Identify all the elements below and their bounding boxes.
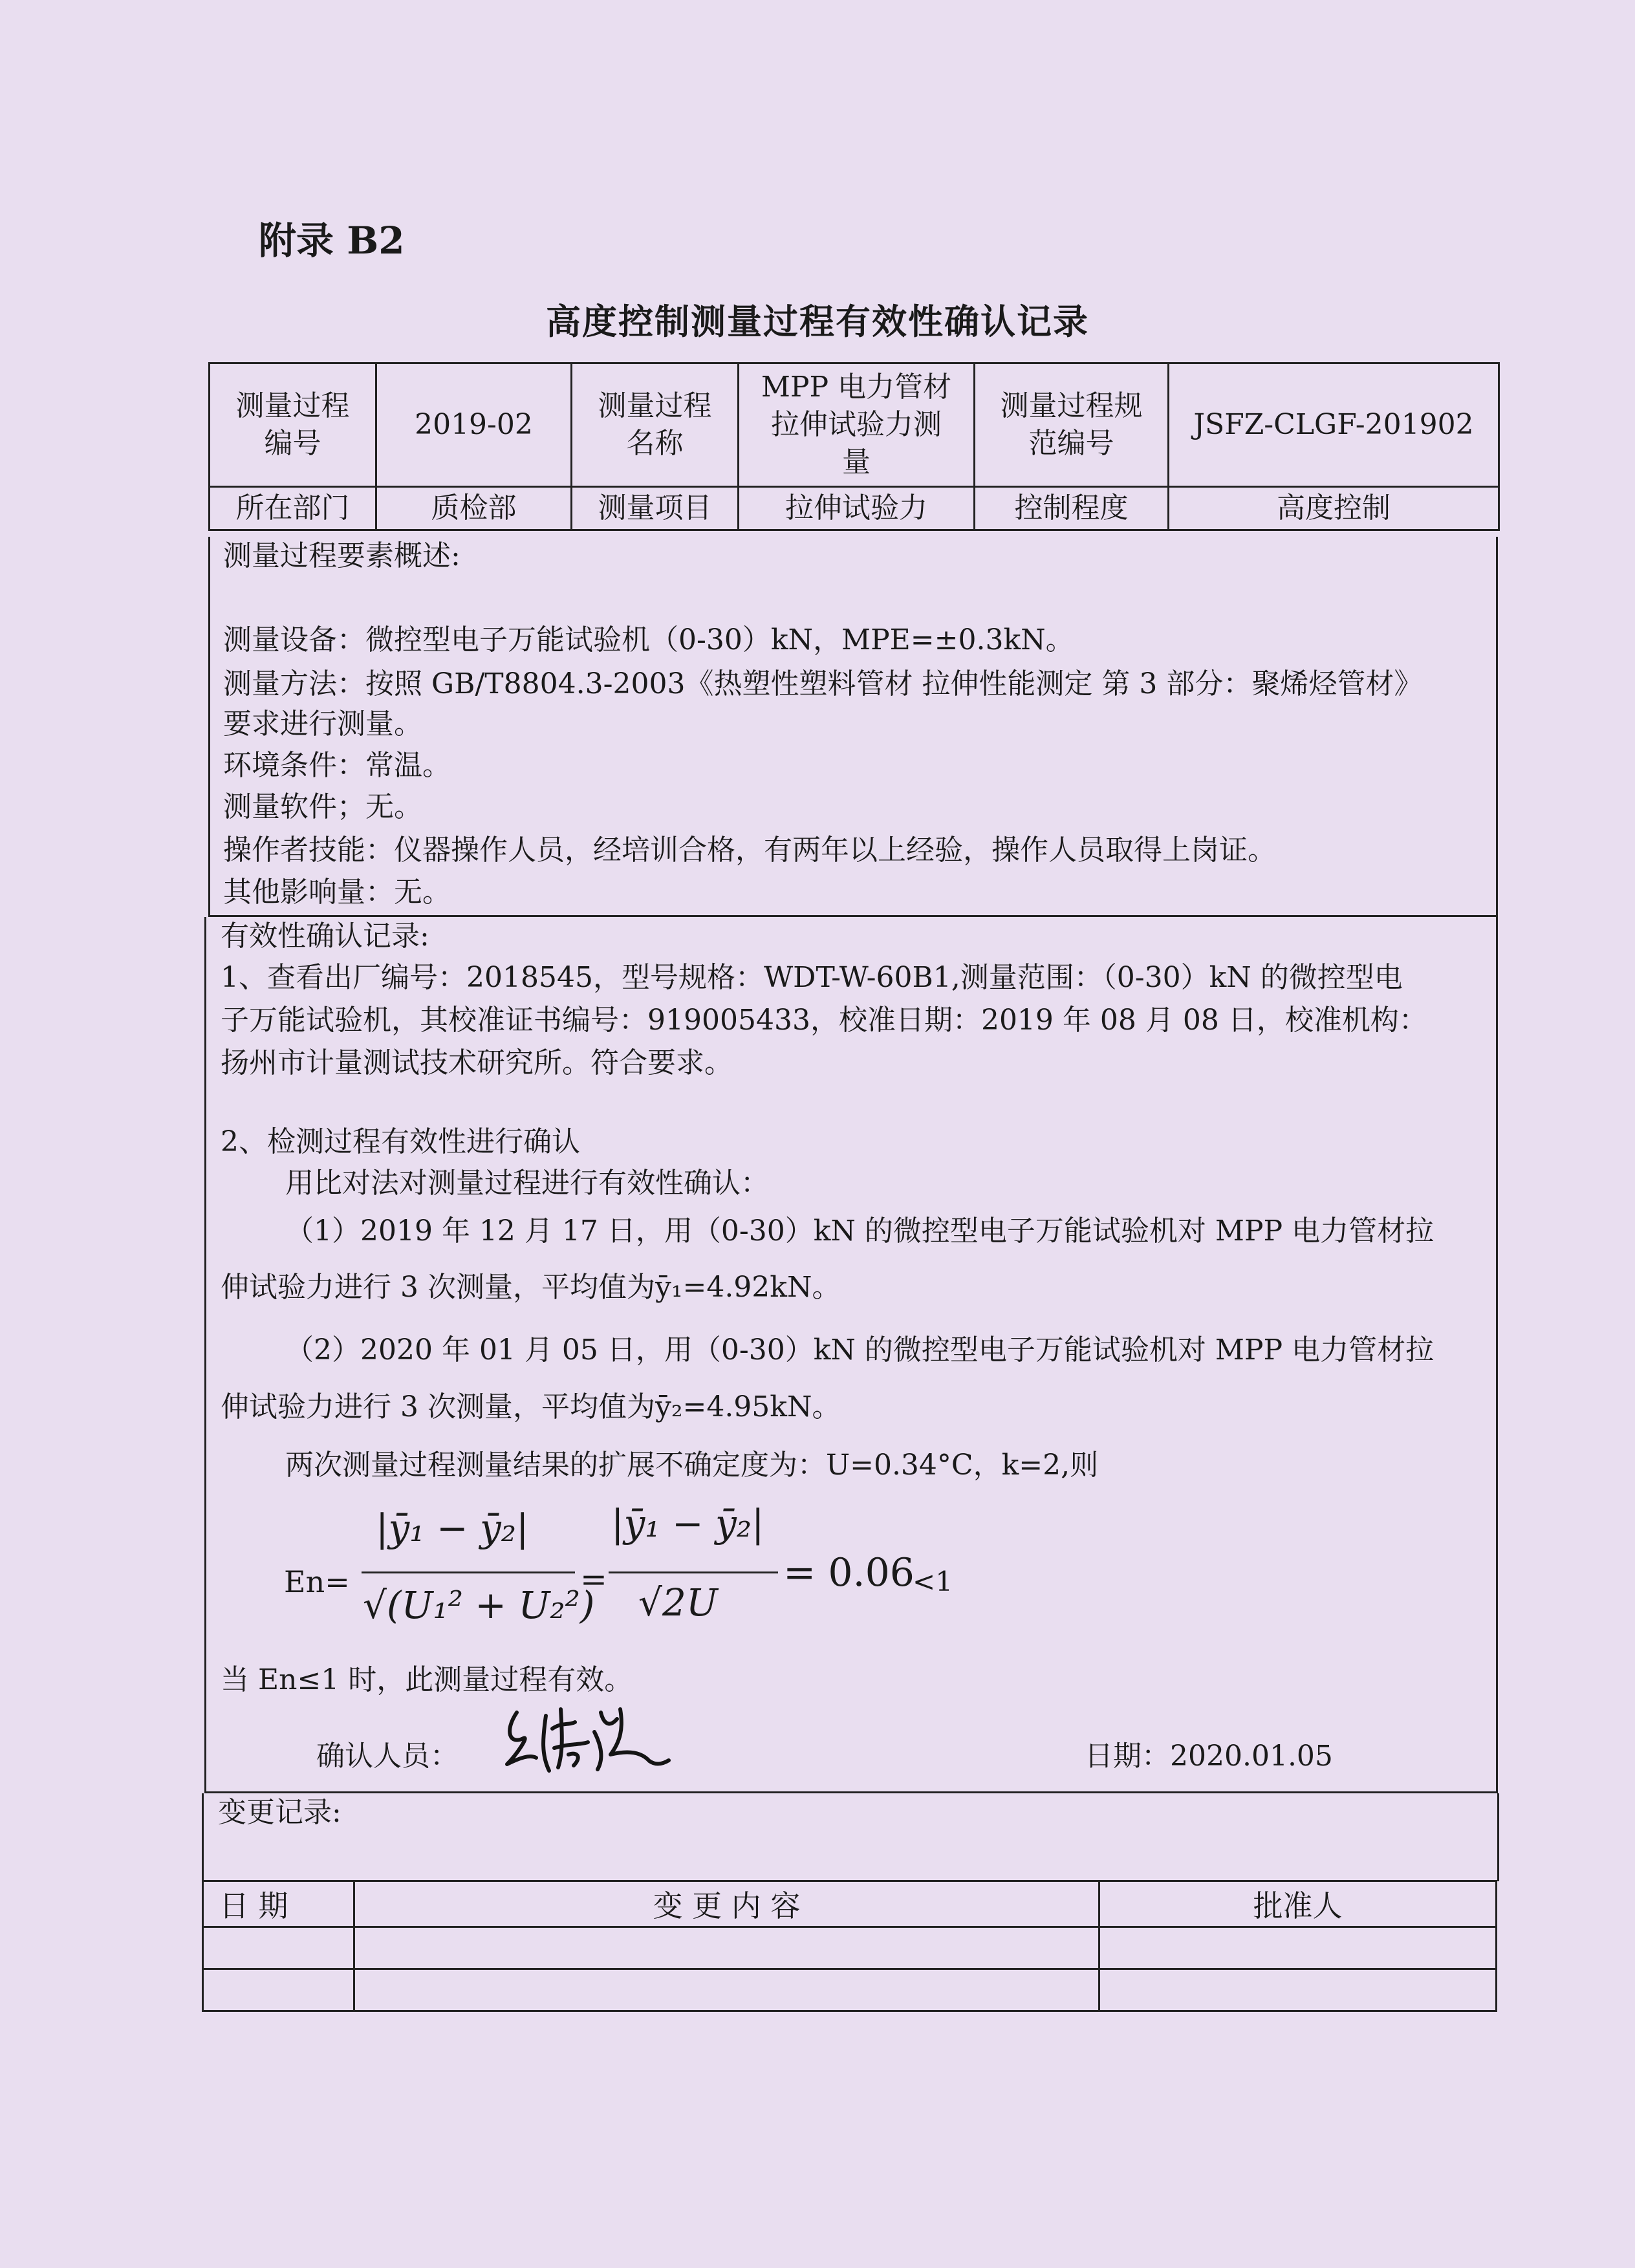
change-content-cell xyxy=(354,1969,1099,2011)
change-date-cell xyxy=(203,1969,354,2011)
confirmer-label: 确认人员： xyxy=(316,1740,459,1773)
department-value: 质检部 xyxy=(376,487,572,530)
formula-lhs: En= xyxy=(284,1564,350,1599)
appendix-label: 附录 B2 xyxy=(259,219,405,263)
fraction-bar-2 xyxy=(609,1571,778,1573)
process-name-value: MPP 电力管材 拉伸试验力测 量 xyxy=(739,363,975,487)
method-line-cont: 要求进行测量。 xyxy=(223,707,422,740)
other-influence-line: 其他影响量：无。 xyxy=(223,876,451,909)
environment-line: 环境条件：常温。 xyxy=(223,749,451,782)
formula-equals: = xyxy=(580,1561,607,1598)
fraction-bar-1 xyxy=(362,1571,575,1573)
control-level-label: 控制程度 xyxy=(975,487,1169,530)
item-label: 测量项目 xyxy=(572,487,739,530)
formula-denominator-2: √2U xyxy=(638,1581,718,1625)
confirmation-date: 日期：2020.01.05 xyxy=(1085,1740,1333,1773)
validation-section xyxy=(204,917,1498,1793)
measurement1-line2: 伸试验力进行 3 次测量，平均值为ȳ₁=4.92kN。 xyxy=(221,1271,841,1304)
software-line: 测量软件；无。 xyxy=(223,790,422,823)
elements-heading: 测量过程要素概述: xyxy=(223,539,460,572)
formula-result: = 0.06 xyxy=(783,1550,915,1595)
measurement2-line2: 伸试验力进行 3 次测量，平均值为ȳ₂=4.95kN。 xyxy=(221,1390,841,1423)
item2-intro: 用比对法对测量过程进行有效性确认： xyxy=(285,1167,769,1200)
change-record-section xyxy=(202,1793,1499,1881)
change-record-heading: 变更记录: xyxy=(218,1796,341,1829)
elements-section xyxy=(208,537,1498,917)
department-label: 所在部门 xyxy=(210,487,376,530)
formula-numerator-2: |ȳ₁ − ȳ₂| xyxy=(611,1502,764,1546)
measurement1-line1: （1）2019 年 12 月 17 日，用（0-30）kN 的微控型电子万能试验机对 MPP 电力管材拉 xyxy=(285,1215,1435,1247)
uncertainty-line: 两次测量过程测量结果的扩展不确定度为：U=0.34°C，k=2,则 xyxy=(285,1449,1099,1482)
control-level-value: 高度控制 xyxy=(1169,487,1499,530)
spec-number-value: JSFZ-CLGF-201902 xyxy=(1169,363,1499,487)
process-name-label: 测量过程 名称 xyxy=(572,363,739,487)
process-number-label: 测量过程 编号 xyxy=(210,363,376,487)
equipment-line: 测量设备：微控型电子万能试验机（0-30）kN，MPE=±0.3kN。 xyxy=(223,623,1074,656)
operator-line: 操作者技能：仪器操作人员，经培训合格，有两年以上经验，操作人员取得上岗证。 xyxy=(223,834,1276,867)
item1-line3: 扬州市计量测试技术研究所。符合要求。 xyxy=(221,1046,733,1079)
item-value: 拉伸试验力 xyxy=(739,487,975,530)
validation-heading: 有效性确认记录: xyxy=(221,920,429,953)
table-row xyxy=(203,1969,1497,2011)
method-line: 测量方法：按照 GB/T8804.3-2003《热塑性塑料管材 拉伸性能测定 第 3 部分：聚烯烃管材》 xyxy=(223,667,1423,700)
table-row xyxy=(203,1927,1497,1969)
change-date-header: 日 期 xyxy=(203,1881,354,1927)
change-record-table xyxy=(202,1880,1497,2012)
formula-comparison: <1 xyxy=(913,1566,953,1597)
item1-line1: 1、查看出厂编号：2018545，型号规格：WDT-W-60B1,测量范围：（0-30）kN 的微控型电 xyxy=(221,961,1403,994)
document-title: 高度控制测量过程有效性确认记录 xyxy=(546,301,1089,342)
change-approver-header: 批准人 xyxy=(1099,1881,1497,1927)
item2-heading: 2、检测过程有效性进行确认 xyxy=(221,1125,580,1158)
change-table-header-row xyxy=(203,1881,1497,1927)
change-approver-cell xyxy=(1099,1969,1497,2011)
change-approver-cell xyxy=(1099,1927,1497,1969)
spec-number-label: 测量过程规 范编号 xyxy=(975,363,1169,487)
change-content-header: 变 更 内 容 xyxy=(354,1881,1099,1927)
item1-line2: 子万能试验机，其校准证书编号：919005433，校准日期：2019 年 08 月 08 日，校准机构： xyxy=(221,1004,1427,1037)
process-number-value: 2019-02 xyxy=(376,363,572,487)
conclusion-line: 当 En≤1 时，此测量过程有效。 xyxy=(221,1663,633,1696)
formula-numerator-1: |ȳ₁ − ȳ₂| xyxy=(376,1506,529,1550)
measurement2-line1: （2）2020 年 01 月 05 日，用（0-30）kN 的微控型电子万能试验机对 MPP 电力管材拉 xyxy=(285,1334,1435,1366)
header-table xyxy=(208,362,1500,531)
confirmer-signature xyxy=(491,1693,672,1784)
change-date-cell xyxy=(203,1927,354,1969)
change-content-cell xyxy=(354,1927,1099,1969)
formula-denominator-1: √(U₁² + U₂²) xyxy=(363,1583,595,1627)
